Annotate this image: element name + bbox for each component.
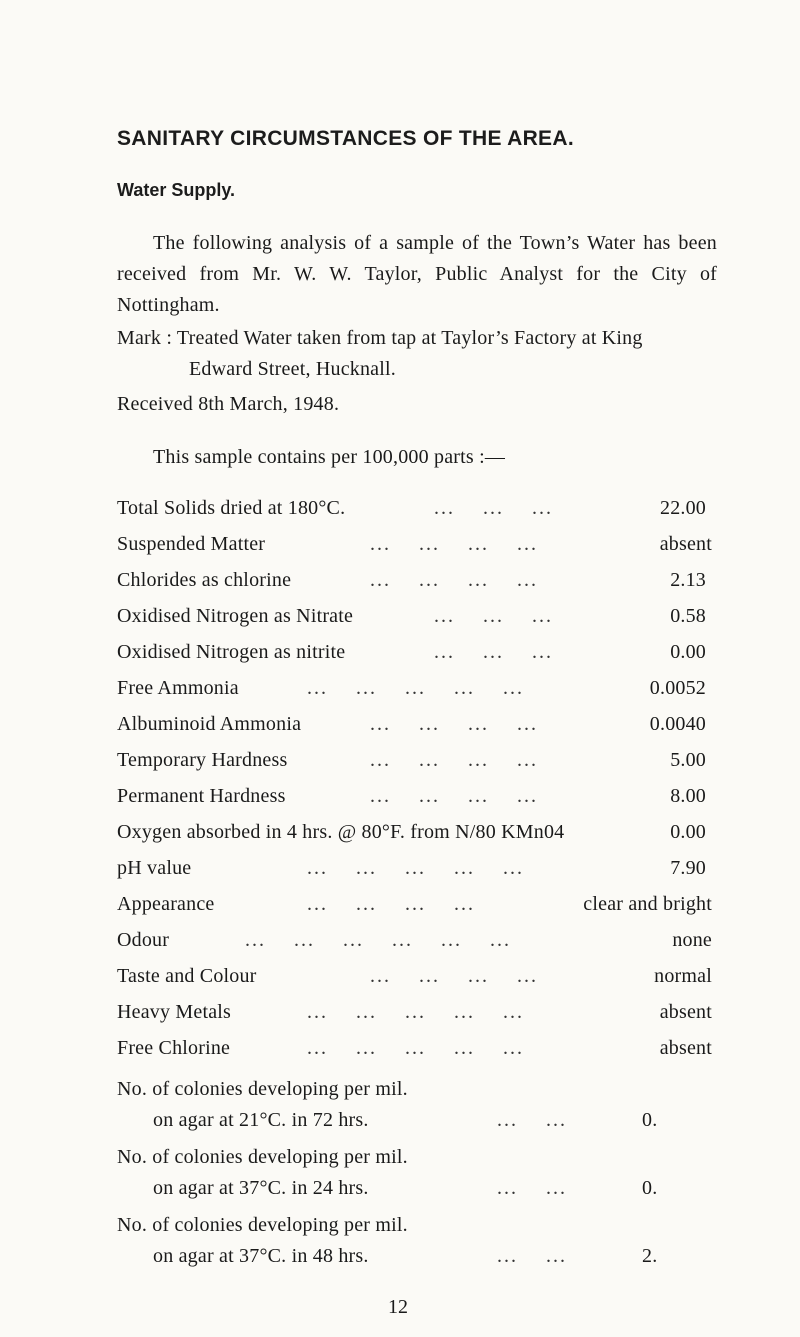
leader-dots: ... ... [497, 1245, 567, 1267]
colonies-row [117, 1074, 712, 1142]
analysis-row [117, 526, 712, 562]
analysis-value: 0.00 [670, 641, 706, 663]
leader-dots: ... ... ... ... ... [307, 677, 524, 699]
analysis-row [117, 1030, 712, 1066]
colonies-row [117, 1142, 712, 1210]
leader-dots: ... ... [497, 1177, 567, 1199]
analysis-label: Oxygen absorbed in 4 hrs. @ 80°F. from N/80 KMn04 [117, 821, 565, 843]
analysis-label: Permanent Hardness [117, 785, 286, 807]
analysis-label: Total Solids dried at 180°C. [117, 497, 346, 519]
leader-dots: ... ... ... ... ... [307, 857, 524, 879]
analysis-row [117, 994, 712, 1030]
leader-dots: ... ... ... ... [370, 713, 538, 735]
analysis-value: absent [659, 533, 712, 555]
analysis-row [117, 886, 712, 922]
colonies-value: 0. [642, 1109, 658, 1131]
analysis-row [117, 814, 712, 850]
colonies-label-line-1: No. of colonies developing per mil. [117, 1146, 408, 1168]
mark-line-2: Edward Street, Hucknall. [189, 358, 396, 380]
leader-dots: ... ... [497, 1109, 567, 1131]
colonies-value: 0. [642, 1177, 658, 1199]
leader-dots: ... ... ... [427, 497, 553, 519]
analysis-row [117, 742, 712, 778]
leader-dots: ... ... ... ... [370, 785, 538, 807]
leader-dots: ... ... ... ... ... [307, 1037, 524, 1059]
analysis-row [117, 706, 712, 742]
page-heading: SANITARY CIRCUMSTANCES OF THE AREA. [117, 127, 574, 150]
analysis-label: Oxidised Nitrogen as Nitrate [117, 605, 354, 627]
analysis-label: Odour [117, 929, 170, 951]
analysis-value: absent [659, 1037, 712, 1059]
analysis-label: Temporary Hardness [117, 749, 288, 771]
analysis-label: Chlorides as chlorine [117, 569, 292, 591]
analysis-row [117, 562, 712, 598]
analysis-label: Oxidised Nitrogen as nitrite [117, 641, 346, 663]
analysis-row [117, 634, 712, 670]
analysis-label: Appearance [117, 893, 215, 915]
analysis-value: 0.0040 [649, 713, 706, 735]
analysis-value: 2.13 [670, 569, 706, 591]
analysis-value: 5.00 [670, 749, 706, 771]
section-heading: Water Supply. [117, 180, 236, 200]
leader-dots: ... ... ... ... ... [307, 1001, 524, 1023]
received-date: Received 8th March, 1948. [117, 393, 340, 415]
analysis-label: Heavy Metals [117, 1001, 232, 1023]
analysis-label: Free Ammonia [117, 677, 239, 699]
contains-intro: This sample contains per 100,000 parts :— [153, 446, 506, 468]
analysis-list [117, 490, 712, 1278]
analysis-label: Free Chlorine [117, 1037, 231, 1059]
mark-paragraph [117, 323, 717, 385]
analysis-label: Taste and Colour [117, 965, 257, 987]
analysis-value: 0.00 [670, 821, 706, 843]
analysis-value: absent [659, 1001, 712, 1023]
analysis-value: clear and bright [583, 893, 712, 915]
analysis-row [117, 922, 712, 958]
intro-paragraph: The following analysis of a sample of the Town’s Water has been received from Mr. W. W. Taylor, Public Analyst for the City of Nottingham. [117, 232, 717, 316]
page-number: 12 [388, 1296, 408, 1318]
leader-dots: ... ... ... ... [307, 893, 475, 915]
colonies-row [117, 1210, 712, 1278]
colonies-label-line-1: No. of colonies developing per mil. [117, 1078, 408, 1100]
colonies-label-line-2: on agar at 37°C. in 24 hrs. [153, 1177, 369, 1199]
analysis-row [117, 490, 712, 526]
leader-dots: ... ... ... ... [370, 533, 538, 555]
colonies-label-line-2: on agar at 21°C. in 72 hrs. [153, 1109, 369, 1131]
analysis-value: 22.00 [660, 497, 706, 519]
analysis-label: Albuminoid Ammonia [117, 713, 302, 735]
analysis-label: pH value [117, 857, 192, 879]
analysis-value: 0.58 [670, 605, 706, 627]
colonies-label-line-1: No. of colonies developing per mil. [117, 1214, 408, 1236]
analysis-row [117, 598, 712, 634]
analysis-value: none [672, 929, 712, 951]
leader-dots: ... ... ... ... [370, 749, 538, 771]
leader-dots: ... ... ... ... ... ... [245, 929, 511, 951]
analysis-value: 0.0052 [649, 677, 706, 699]
colonies-label-line-2: on agar at 37°C. in 48 hrs. [153, 1245, 369, 1267]
colonies-value: 2. [642, 1245, 658, 1267]
leader-dots: ... ... ... ... [370, 965, 538, 987]
analysis-row [117, 670, 712, 706]
analysis-row [117, 958, 712, 994]
analysis-value: 7.90 [670, 857, 706, 879]
analysis-value: normal [654, 965, 712, 987]
analysis-row [117, 850, 712, 886]
mark-line-1: Mark : Treated Water taken from tap at Taylor’s Factory at King [117, 327, 643, 349]
analysis-value: 8.00 [670, 785, 706, 807]
leader-dots: ... ... ... ... [370, 569, 538, 591]
analysis-row [117, 778, 712, 814]
leader-dots: ... ... ... [434, 641, 553, 663]
leader-dots: ... ... ... [434, 605, 553, 627]
analysis-label: Suspended Matter [117, 533, 266, 555]
